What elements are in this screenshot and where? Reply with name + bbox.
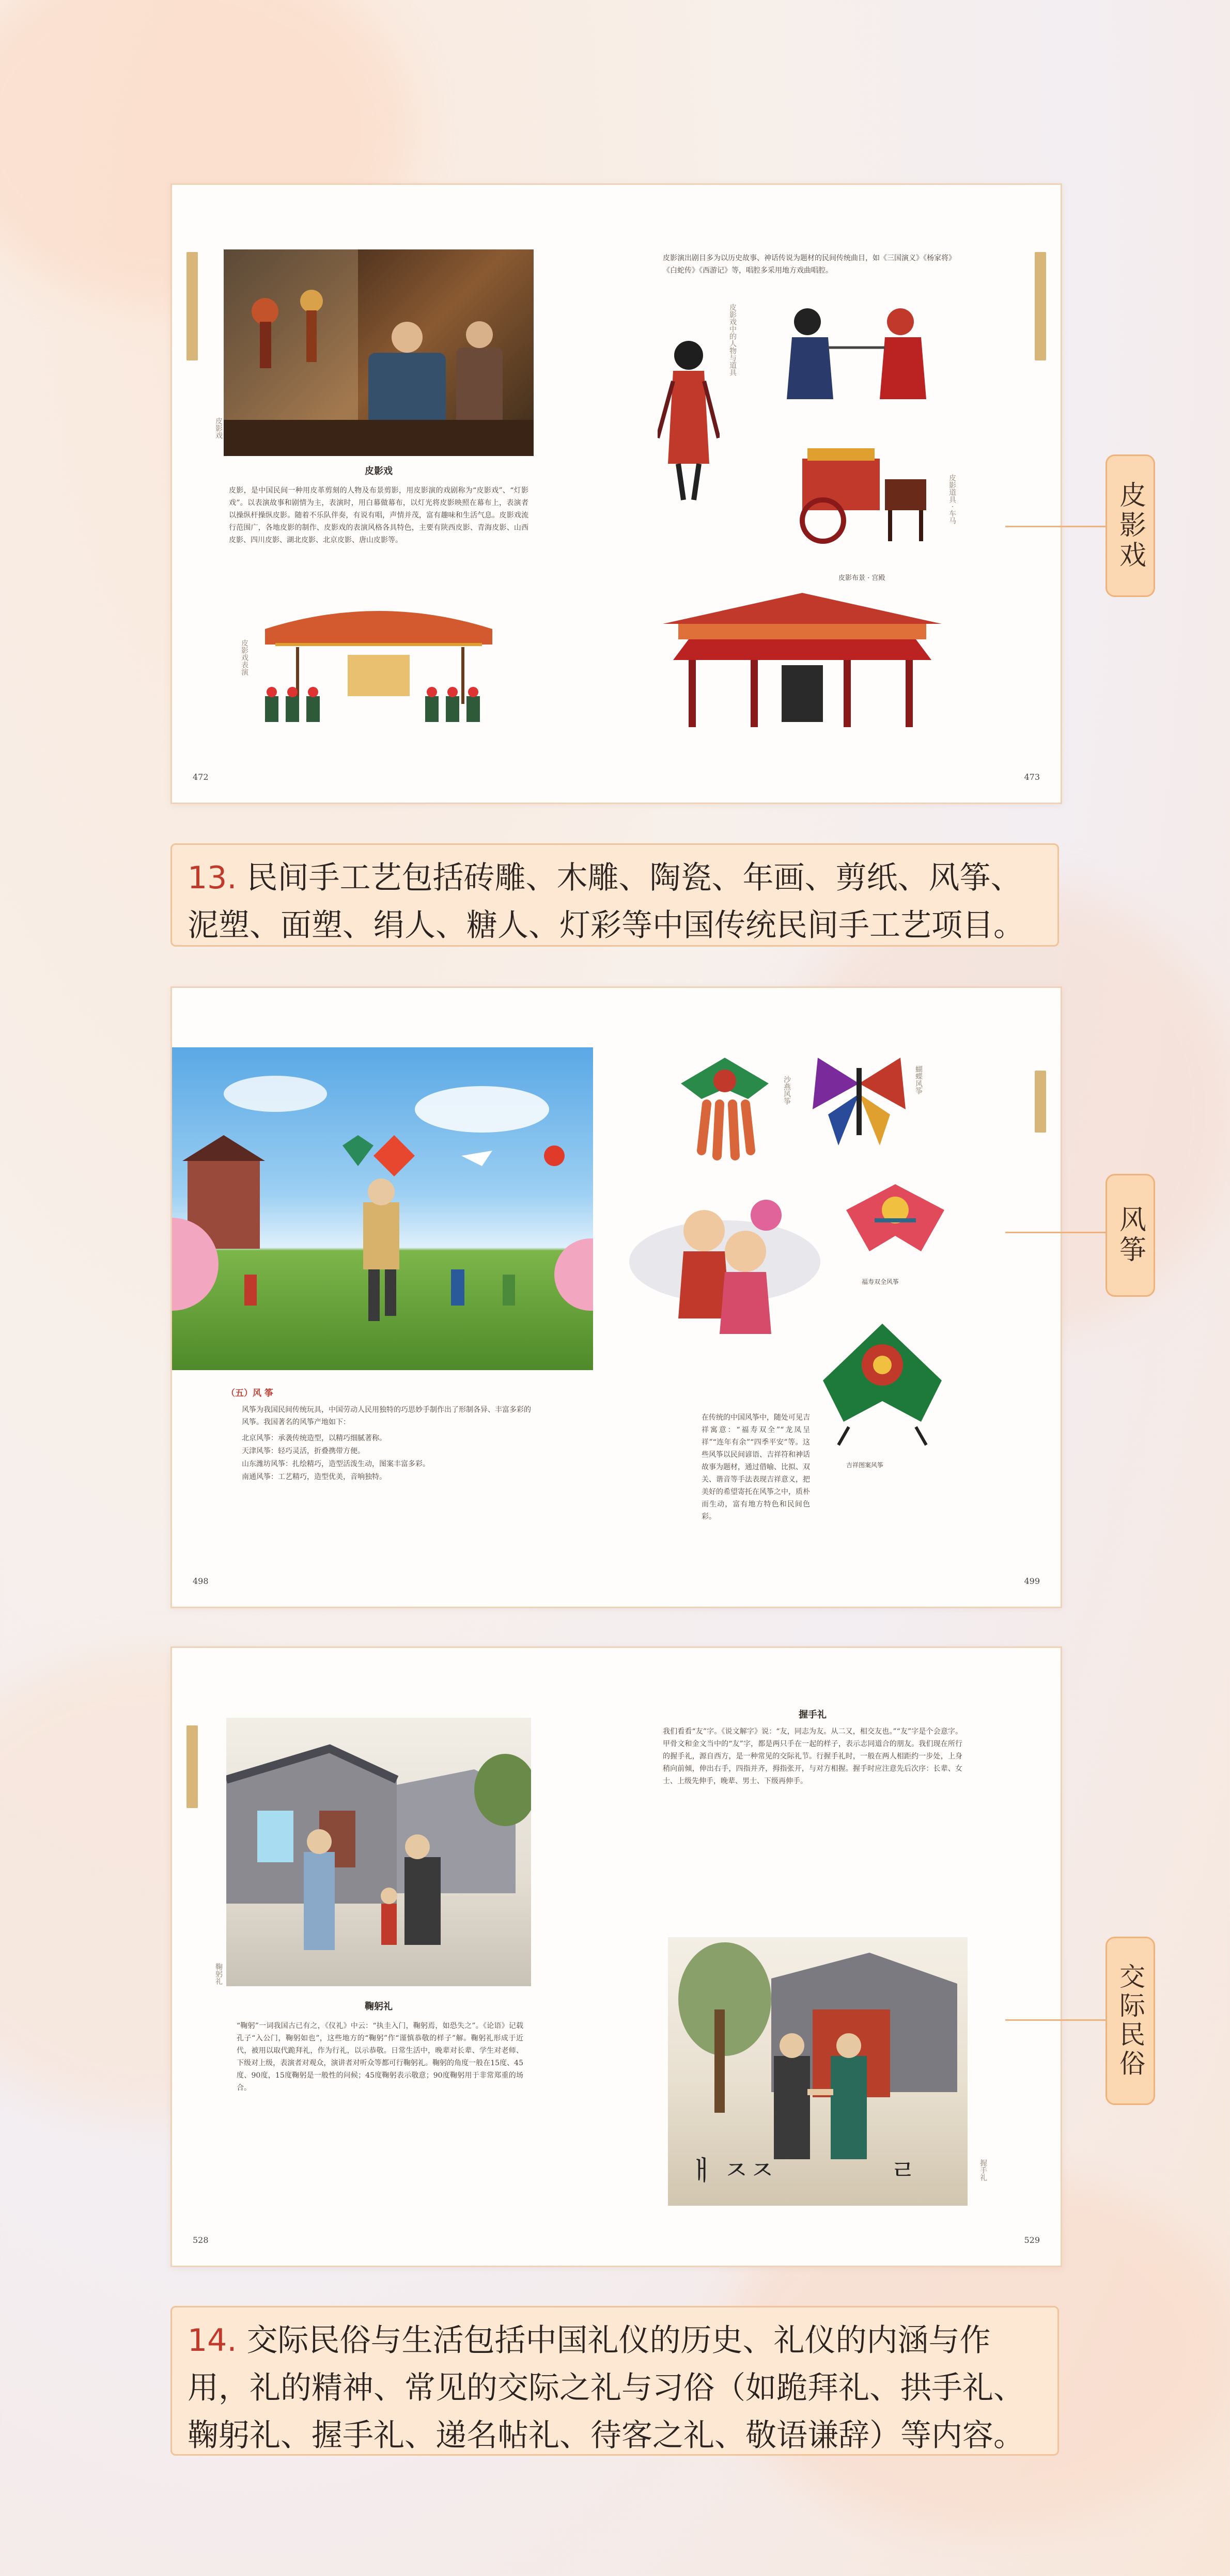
image-caption: 沙燕风筝 (783, 1076, 791, 1105)
image-caption: 吉祥图案风筝 (846, 1462, 884, 1469)
image-caption: 皮影布景 · 宫殿 (838, 574, 885, 582)
bowing-etiquette-image (226, 1718, 531, 1986)
book-spread-shadow-puppet (170, 183, 1062, 804)
book-spread-etiquette (170, 1646, 1062, 2267)
page-number: 528 (193, 2235, 209, 2245)
tag-connector (1005, 2019, 1109, 2021)
shadow-puppet-figure-image (658, 335, 720, 505)
shadow-puppet-palace-image (658, 588, 947, 732)
side-tag-shadow-puppet: 皮影戏 (1106, 454, 1155, 597)
kite-flying-illustration (172, 1047, 593, 1370)
body-text: 皮影演出剧目多为以历史故事、神话传说为题材的民间传统曲目，如《三国演义》《杨家将》《白蛇传》《西游记》等，唱腔多采用地方戏曲唱腔。 (663, 254, 952, 275)
caption-number: 14. (188, 2322, 237, 2359)
right-page (616, 185, 1061, 803)
body-text: 在传统的中国风筝中，随处可见吉祥寓意：“福寿双全”“龙凤呈祥”“连年有余”“四季平安”等。这些风筝以民间谚语、吉祥符和神话故事为题材，通过借喻、比拟、双关、谐音等手法表现吉祥意义，把美好的希望寄托在风筝之中，质朴而生动，富有地方特色和民间色彩。 (702, 1413, 810, 1521)
page-number: 499 (1024, 1576, 1040, 1586)
auspicious-kite-image (818, 1318, 947, 1448)
kite-region-item: 天津风筝：轻巧灵活，折叠携带方便。 (242, 1447, 365, 1455)
page-number: 473 (1024, 772, 1040, 782)
book-spread-kites (170, 986, 1062, 1608)
body-text: “鞠躬”一词我国古已有之，《仪礼》中云：“执圭入门，鞠躬焉，如恐失之”。《论语》记载孔子“入公门，鞠躬如也”，这些地方的“鞠躬”作“谨慎恭敬的样子”解。鞠躬礼形成于近代，被用以取代跪拜礼，作为行礼，以示恭敬。日常生活中，晚辈对长辈、学生对老师、下级对上级，表演者对观众，演讲者对听众等都可行鞠躬礼。鞠躬的角度一般在15度、45度、90度，15度鞠躬是一般性的问候；45度鞠躬表示敬意；90度鞠躬用于非常郑重的场合。 (237, 2022, 523, 2092)
svg-text:ㄹ: ㄹ (890, 2156, 916, 2187)
page-number: 472 (193, 772, 209, 782)
side-tag-etiquette: 交际民俗 (1106, 1937, 1155, 2105)
body-text: 我们看看“友”字。《说文解字》说：“友，同志为友。从二又，相交友也。”“友”字是个会意字。甲骨文和金文当中的“友”字，都是两只手在一起的样子，表示志同道合的朋友。我们现在所行的握手礼，源自西方，是一种常见的交际礼节。行握手礼时，一般在两人相距约一步处，上身稍向前倾，伸出右手，四指并齐，拇指张开，与对方相握。握手时应注意先后次序：长辈、女士、上级先伸手，晚辈、男士、下级再伸手。 (663, 1727, 962, 1785)
description-caption-14 (170, 2306, 1059, 2456)
left-page (172, 1648, 616, 2266)
handshake-etiquette-image (668, 1937, 968, 2206)
image-caption: 蝴蝶风筝 (914, 1065, 923, 1094)
image-caption: 握手礼 (979, 2159, 987, 2181)
fortune-kite-image (627, 1184, 823, 1344)
image-caption: 皮影道具 · 车马 (948, 474, 956, 525)
svg-text:ㅐ ㅈㅈ: ㅐ ㅈㅈ (689, 2156, 775, 2187)
bat-kite-image (844, 1174, 947, 1262)
image-caption: 皮影戏中的人物与道具 (728, 304, 737, 376)
chapter-tab (186, 1725, 198, 1808)
section-title: 皮影戏 (365, 466, 393, 477)
section-title: 握手礼 (799, 1709, 827, 1720)
butterfly-kite-image (807, 1053, 911, 1151)
tag-connector (1005, 1232, 1109, 1233)
image-caption: 皮影戏表演 (240, 639, 248, 676)
image-caption: 福寿双全风筝 (862, 1278, 899, 1285)
shadow-puppet-procession-image (255, 598, 503, 737)
tag-connector (1005, 526, 1109, 527)
chapter-tab (1035, 1071, 1046, 1133)
left-page (172, 988, 616, 1607)
kite-region-item: 北京风筝：承袭传统造型，以精巧细腻著称。 (242, 1434, 386, 1442)
shadow-puppet-carriage-image (792, 443, 937, 546)
right-page (616, 988, 1061, 1607)
caption-text: 民间手工艺包括砖雕、木雕、陶瓷、年画、剪纸、风筝、泥塑、面塑、绢人、糖人、灯彩等中国传统民间手工艺项目。 (188, 860, 1024, 944)
side-tag-kites: 风筝 (1106, 1174, 1155, 1297)
chapter-tab (186, 252, 198, 360)
section-title: （五）风 筝 (226, 1388, 273, 1399)
shadow-puppet-performance-image (224, 249, 534, 456)
image-caption: 鞠躬礼 (214, 1963, 223, 1985)
page-number: 529 (1024, 2235, 1040, 2245)
page-number: 498 (193, 1576, 209, 1586)
body-text: 风筝为我国民间传统玩具，中国劳动人民用独特的巧思妙手制作出了形制各异、丰富多彩的风筝。我国著名的风筝产地如下： (242, 1406, 531, 1426)
chapter-tab (1035, 252, 1046, 360)
left-page (172, 185, 616, 803)
section-title: 鞠躬礼 (365, 2001, 393, 2012)
body-text: 皮影，是中国民间一种用皮革剪刻的人物及布景剪影，用皮影演的戏剧称为“皮影戏”、“灯影戏”。以表演故事和剧情为主，表演时，用白幕做幕布，以灯光将皮影映照在幕布上，表演者以操纵杆操纵皮影。随着不乐队伴奏，有说有唱，声情并茂，富有趣味和生活气息。皮影戏流行范围广，各地皮影的制作、皮影戏的表演风格各具特色，主要有陕西皮影、青海皮影、山西皮影、四川皮影、湖北皮影、北京皮影、唐山皮影等。 (229, 486, 528, 544)
caption-text: 交际民俗与生活包括中国礼仪的历史、礼仪的内涵与作用，礼的精神、常见的交际之礼与习俗（如跪拜礼、拱手礼、鞠躬礼、握手礼、递名帖礼、待客之礼、敬语谦辞）等内容。 (188, 2322, 1024, 2454)
swallow-kite-image (676, 1053, 774, 1161)
caption-number: 13. (188, 860, 237, 896)
shadow-puppet-duel-image (771, 296, 942, 415)
right-page (616, 1648, 1061, 2266)
kite-region-item: 南通风筝：工艺精巧，造型优美，音响独特。 (242, 1473, 386, 1481)
kite-region-item: 山东潍坊风筝：扎绘精巧，造型活泼生动，图案丰富多彩。 (242, 1460, 430, 1468)
image-caption: 皮影戏 (214, 417, 223, 439)
description-caption-13 (170, 843, 1059, 947)
